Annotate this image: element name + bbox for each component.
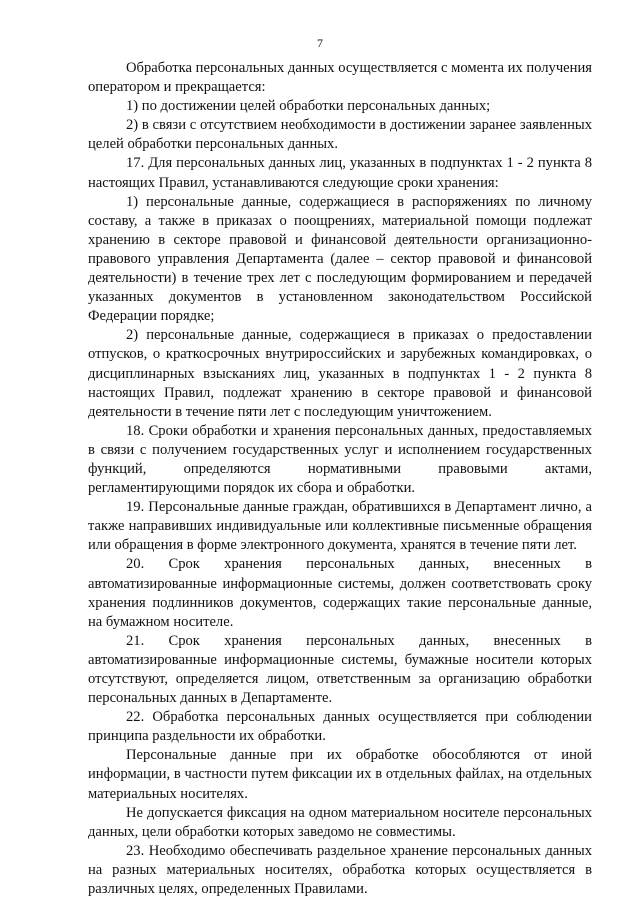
paragraph-17: 17. Для персональных данных лиц, указанных в подпунктах 1 - 2 пункта 8 настоящих Правил, устанавливаются следующие сроки хранения:	[88, 155, 592, 191]
paragraph-22-prohibition: Не допускается фиксация на одном материальном носителе персональных данных, цели обработки которых заведомо не совместимы.	[88, 804, 592, 840]
paragraph-20: 20. Срок хранения персональных данных, внесенных в автоматизированные информационные системы, должен соответствовать сроку хранения подлинников документов, содержащих такие персональные данные, на бумажном носителе.	[88, 556, 592, 630]
paragraph-intro: Обработка персональных данных осуществляется с момента их получения оператором и прекращается:	[88, 60, 592, 96]
paragraph-18: 18. Сроки обработки и хранения персональных данных, предоставляемых в связи с получением государственных услуг и исполнением государственных функций, определяются нормативными правовыми актами, регламентирующими порядок их сбора и обработки.	[88, 422, 592, 497]
page-number: 7	[317, 36, 323, 50]
paragraph-17-item-1: 1) персональные данные, содержащиеся в распоряжениях по личному составу, а также в приказах о поощрениях, материальной помощи подлежат хранению в секторе правовой и финансовой деятельности организационно-правового управления Департамента (далее – сектор правовой и финансовой деятельности) в течение трех лет с последующим формированием и передачей указанных документов в установленном законодательством Российской Федерации порядке;	[88, 193, 592, 325]
paragraph-19: 19. Персональные данные граждан, обратившихся в Департамент лично, а также направивших индивидуальные или коллективные письменные обращения или обращения в форме электронного документа, хранятся в течение пяти лет.	[88, 499, 592, 554]
paragraph-22-separation: Персональные данные при их обработке обособляются от иной информации, в частности путем фиксации их в отдельных файлах, на отдельных материальных носителях.	[88, 747, 592, 802]
paragraph-22: 22. Обработка персональных данных осуществляется при соблюдении принципа раздельности их обработки.	[88, 709, 592, 745]
document-body	[88, 59, 592, 899]
paragraph-intro-item-1: 1) по достижении целей обработки персональных данных;	[126, 98, 491, 115]
paragraph-intro-item-2: 2) в связи с отсутствием необходимости в достижении заранее заявленных целей обработки персональных данных.	[88, 117, 592, 153]
paragraph-23: 23. Необходимо обеспечивать раздельное хранение персональных данных на разных материальных носителях, обработка которых осуществляется в различных целях, определенных Правилами.	[88, 842, 592, 898]
paragraph-21: 21. Срок хранения персональных данных, внесенных в автоматизированные информационные системы, бумажные носители которых отсутствуют, определяется лицом, ответственным за организацию обработки персональных данных в Департаменте.	[88, 632, 592, 707]
paragraph-17-item-2: 2) персональные данные, содержащиеся в приказах о предоставлении отпусков, о краткосрочных внутрироссийских и зарубежных командировках, о дисциплинарных взысканиях лиц, указанных в подпунктах 1 - 2 пункта 8 настоящих Правил, подлежат хранению в секторе правовой и финансовой деятельности в течение пяти лет с последующим уничтожением.	[88, 327, 592, 420]
